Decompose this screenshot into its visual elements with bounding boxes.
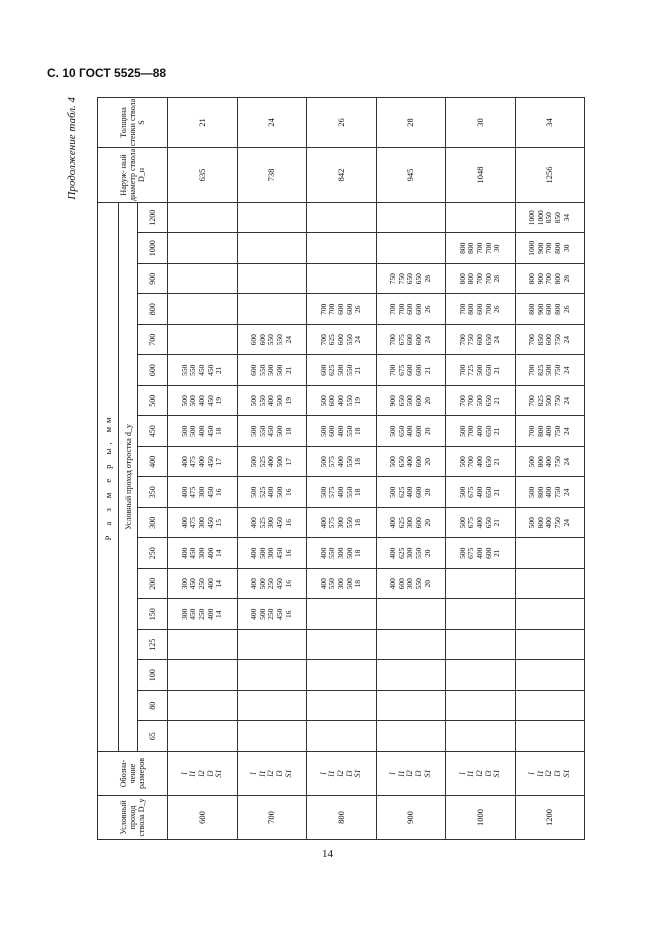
cell-value: 500 800 400 750 24: [515, 447, 585, 478]
branch-size: 450: [138, 416, 168, 447]
cell-value: 500 675 400 650 21: [446, 508, 516, 539]
cell-value: 500 800 400 750 24: [515, 477, 585, 508]
branch-size: 1000: [138, 233, 168, 264]
cell-value: [307, 264, 377, 295]
table-row: [515, 97, 585, 839]
branch-size: 80: [138, 691, 168, 722]
cell-value: [168, 233, 238, 264]
cell-value: [376, 599, 446, 630]
cell-value: 400 525 300 450 16: [237, 508, 307, 539]
cell-value: [376, 630, 446, 661]
cell-wall: 26: [307, 97, 377, 147]
cell-value: 800 800 700 700 30: [446, 233, 516, 264]
cell-value: 800 900 600 800 26: [515, 294, 585, 325]
cell-value: [168, 660, 238, 691]
cell-du: 900: [376, 796, 446, 840]
cell-value: [237, 721, 307, 752]
branch-size-row: [138, 97, 168, 839]
table-row: [168, 97, 238, 839]
branch-size: 65: [138, 721, 168, 752]
cell-value: [446, 630, 516, 661]
header-group: Условный проход отростка d_y: [119, 202, 138, 751]
branch-size: 500: [138, 386, 168, 417]
cell-value: [515, 569, 585, 600]
cell-value: 500 650 400 600 20: [376, 447, 446, 478]
cell-value: 400 475 300 450 16: [168, 477, 238, 508]
cell-value: 400 625 300 550 20: [376, 538, 446, 569]
cell-value: [515, 538, 585, 569]
cell-value: [168, 721, 238, 752]
page-header: С. 10 ГОСТ 5525—88: [47, 66, 167, 80]
cell-value: [237, 660, 307, 691]
cell-value: 500 625 400 600 20: [376, 477, 446, 508]
cell-value: [446, 721, 516, 752]
cell-value: [446, 202, 516, 233]
cell-value: [237, 630, 307, 661]
cell-value: 700 800 400 750 24: [515, 416, 585, 447]
cell-wall: 21: [168, 97, 238, 147]
branch-size: 600: [138, 355, 168, 386]
cell-outer: 738: [237, 147, 307, 202]
cell-value: 400 500 300 450 16: [237, 538, 307, 569]
cell-value: 500 525 400 500 17: [237, 447, 307, 478]
cell-value: 700 700 500 650 21: [446, 386, 516, 417]
cell-value: 400 500 250 450 16: [237, 569, 307, 600]
cell-value: [237, 233, 307, 264]
cell-value: 500 500 400 450 18: [168, 416, 238, 447]
branch-size: 800: [138, 294, 168, 325]
cell-value: [307, 660, 377, 691]
cell-value: 500 700 400 650 21: [446, 416, 516, 447]
branch-size: 300: [138, 508, 168, 539]
branch-size: 350: [138, 477, 168, 508]
cell-value: [515, 660, 585, 691]
cell-du: 600: [168, 796, 238, 840]
header-units: Р а з м е р ы, мм: [98, 202, 119, 751]
cell-value: [168, 325, 238, 356]
table-row: [446, 97, 516, 839]
rotated-table-wrapper: [97, 97, 585, 840]
cell-value: [376, 202, 446, 233]
cell-value: [237, 691, 307, 722]
cell-outer: 635: [168, 147, 238, 202]
cell-value: 500 700 400 650 21: [446, 447, 516, 478]
cell-value: [515, 630, 585, 661]
branch-size: 900: [138, 264, 168, 295]
cell-value: 700 675 600 600 21: [376, 355, 446, 386]
cell-value: [307, 202, 377, 233]
cell-value: [446, 691, 516, 722]
cell-outer: 945: [376, 147, 446, 202]
cell-value: 400 550 300 500 18: [307, 538, 377, 569]
page-number: 14: [322, 848, 333, 860]
cell-value: [168, 264, 238, 295]
cell-value: 500 600 400 550 19: [307, 386, 377, 417]
cell-value: 400 500 250 450 16: [237, 599, 307, 630]
cell-value: 500 600 400 550 18: [307, 416, 377, 447]
cell-value: 500 500 400 450 19: [168, 386, 238, 417]
cell-wall: 28: [376, 97, 446, 147]
cell-value: [515, 691, 585, 722]
cell-value: 500 550 450 500 18: [237, 416, 307, 447]
cell-outer: 842: [307, 147, 377, 202]
cell-value: 750 750 650 650 28: [376, 264, 446, 295]
branch-size: 150: [138, 599, 168, 630]
cell-value: [446, 569, 516, 600]
branch-size: 100: [138, 660, 168, 691]
branch-size: 200: [138, 569, 168, 600]
branch-size: 1200: [138, 202, 168, 233]
cell-symbols: l l1 l2 l3 S1: [168, 752, 238, 796]
cell-value: [307, 630, 377, 661]
cell-value: 1000 1000 850 850 34: [515, 202, 585, 233]
cell-value: [307, 233, 377, 264]
cell-value: [168, 630, 238, 661]
cell-value: [237, 264, 307, 295]
cell-value: 900 650 500 600 20: [376, 386, 446, 417]
cell-value: [168, 691, 238, 722]
cell-value: 300 450 250 400 14: [168, 599, 238, 630]
branch-size: 125: [138, 630, 168, 661]
table-caption: Продолжение табл. 4: [66, 97, 78, 200]
cell-wall: 34: [515, 97, 585, 147]
cell-value: [168, 294, 238, 325]
cell-value: 700 700 600 600 26: [376, 294, 446, 325]
cell-value: 400 475 300 450 15: [168, 508, 238, 539]
cell-value: 600 625 500 550 21: [307, 355, 377, 386]
cell-value: 1000 900 700 800 30: [515, 233, 585, 264]
cell-symbols: l l1 l2 l3 S1: [307, 752, 377, 796]
branch-size: 250: [138, 538, 168, 569]
cell-value: 500 525 400 500 16: [237, 477, 307, 508]
table-row: [237, 97, 307, 839]
cell-value: 800 800 700 700 28: [446, 264, 516, 295]
table-row: [307, 97, 377, 839]
cell-value: [515, 721, 585, 752]
cell-du: 800: [307, 796, 377, 840]
cell-value: 700 750 600 650 24: [446, 325, 516, 356]
branch-size: 400: [138, 447, 168, 478]
cell-value: 300 450 250 400 14: [168, 569, 238, 600]
cell-value: [376, 721, 446, 752]
cell-value: 700 825 500 750 24: [515, 355, 585, 386]
cell-wall: 30: [446, 97, 516, 147]
cell-value: 500 800 400 750 24: [515, 508, 585, 539]
cell-value: 400 550 300 500 18: [307, 569, 377, 600]
cell-value: [446, 660, 516, 691]
header-wall: Толщина стенки ствола S: [98, 97, 168, 147]
cell-value: 500 650 400 600 20: [376, 416, 446, 447]
cell-value: 700 850 600 750 24: [515, 325, 585, 356]
cell-value: 700 700 600 600 26: [307, 294, 377, 325]
cell-value: [237, 202, 307, 233]
cell-symbols: l l1 l2 l3 S1: [446, 752, 516, 796]
table-row: [376, 97, 446, 839]
cell-value: 500 550 400 500 19: [237, 386, 307, 417]
cell-value: [307, 691, 377, 722]
cell-du: 1200: [515, 796, 585, 840]
cell-value: [307, 721, 377, 752]
cell-value: 500 675 400 650 21: [446, 477, 516, 508]
cell-value: 400 600 300 550 20: [376, 569, 446, 600]
cell-value: 700 725 500 650 21: [446, 355, 516, 386]
cell-value: [376, 233, 446, 264]
cell-value: 400 575 300 550 18: [307, 508, 377, 539]
cell-value: [446, 599, 516, 630]
cell-outer: 1048: [446, 147, 516, 202]
cell-symbols: l l1 l2 l3 S1: [376, 752, 446, 796]
header-sym: Обозна- чение размеров: [98, 752, 168, 796]
cell-value: 500 675 400 600 21: [446, 538, 516, 569]
cell-value: 700 625 600 550 24: [307, 325, 377, 356]
cell-value: 550 550 450 450 21: [168, 355, 238, 386]
cell-value: [307, 599, 377, 630]
dimension-table: [97, 97, 585, 840]
cell-symbols: l l1 l2 l3 S1: [515, 752, 585, 796]
cell-outer: 1256: [515, 147, 585, 202]
cell-value: [376, 691, 446, 722]
branch-size: 700: [138, 325, 168, 356]
cell-du: 1000: [446, 796, 516, 840]
cell-symbols: l l1 l2 l3 S1: [237, 752, 307, 796]
cell-value: 400 625 300 600 20: [376, 508, 446, 539]
cell-value: 400 450 300 400 14: [168, 538, 238, 569]
cell-value: 600 600 550 550 24: [237, 325, 307, 356]
cell-value: 500 575 400 550 18: [307, 477, 377, 508]
cell-value: [168, 202, 238, 233]
cell-value: 800 900 700 800 28: [515, 264, 585, 295]
header-du: Условный проход ствола D_y: [98, 796, 168, 840]
cell-value: 500 575 400 550 18: [307, 447, 377, 478]
cell-wall: 24: [237, 97, 307, 147]
cell-value: 700 800 600 700 26: [446, 294, 516, 325]
cell-value: [237, 294, 307, 325]
cell-du: 700: [237, 796, 307, 840]
table-body: [168, 97, 585, 839]
cell-value: 400 475 400 450 17: [168, 447, 238, 478]
cell-value: [515, 599, 585, 630]
header-outer: Наруж- ный диаметр ствола D_н: [98, 147, 168, 202]
cell-value: 700 825 500 750 24: [515, 386, 585, 417]
cell-value: 700 675 600 600 24: [376, 325, 446, 356]
cell-value: 600 550 500 500 21: [237, 355, 307, 386]
cell-value: [376, 660, 446, 691]
